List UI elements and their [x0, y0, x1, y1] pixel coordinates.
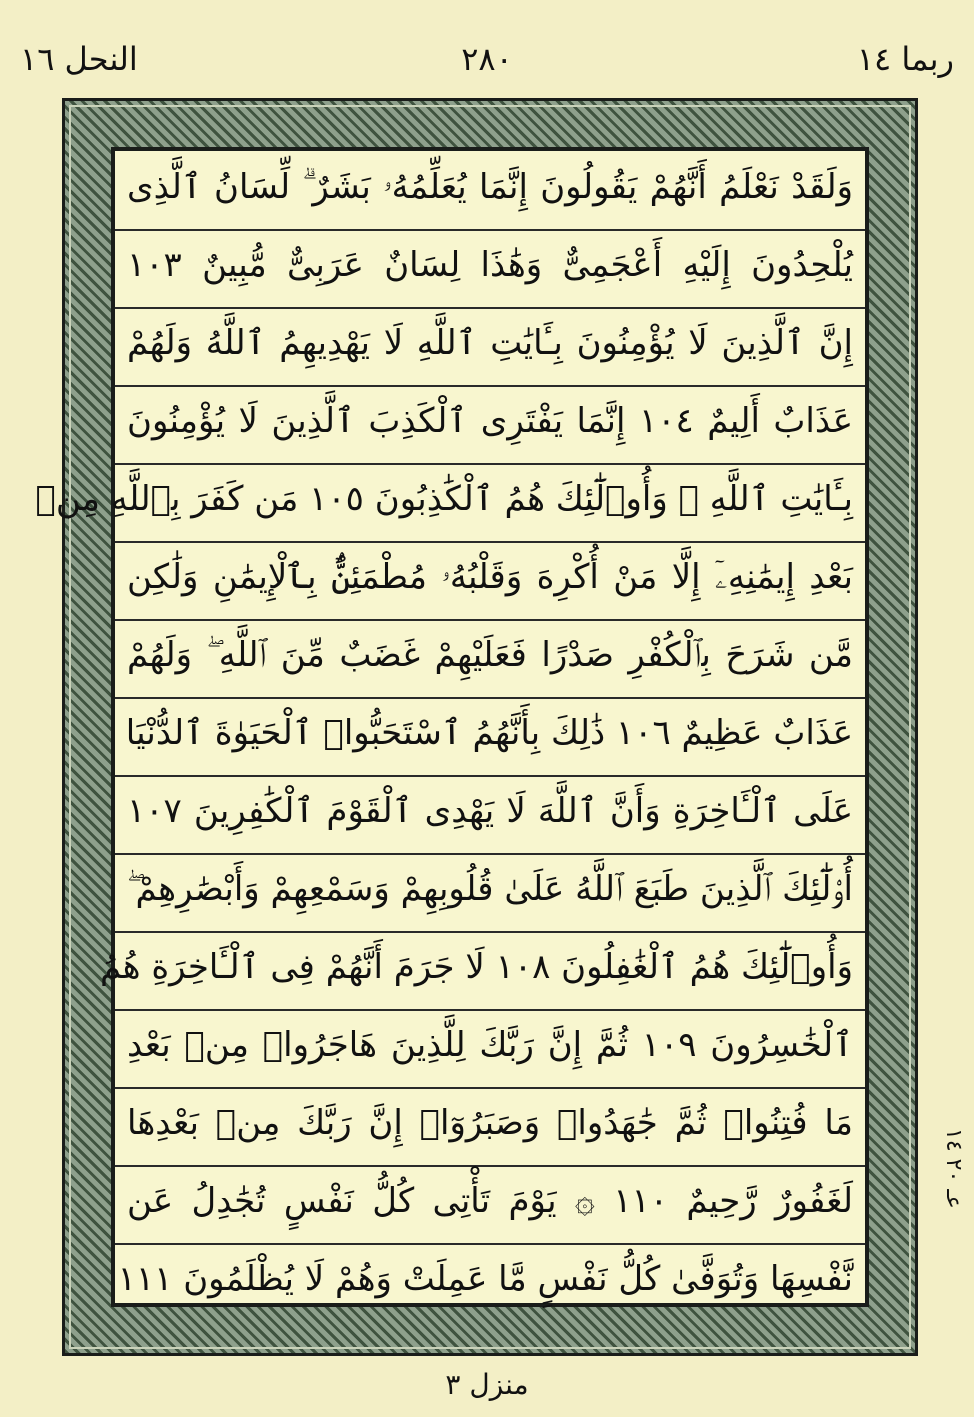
verse-line-9: عَلَى ٱلْـَٔاخِرَةِ وَأَنَّ ٱللَّهَ لَا يَهْدِى ٱلْقَوْمَ ٱلْكَٰفِرِينَ ١٠٧ — [127, 791, 853, 831]
surah-name: النحل ١٦ — [20, 40, 138, 78]
line-rule — [115, 853, 865, 855]
line-rule — [115, 385, 865, 387]
verse-line-15: نَّفْسِهَا وَتُوَفَّىٰ كُلُّ نَفْسٍ مَّا عَمِلَتْ وَهُمْ لَا يُظْلَمُونَ ١١١ — [117, 1259, 853, 1299]
line-rule — [115, 307, 865, 309]
verse-line-4: عَذَابٌ أَلِيمٌ ١٠٤ إِنَّمَا يَفْتَرِى ٱلْكَذِبَ ٱلَّذِينَ لَا يُؤْمِنُونَ — [127, 401, 854, 441]
verse-line-10: أُو۟لَٰٓئِكَ ٱلَّذِينَ طَبَعَ ٱللَّهُ عَلَىٰ قُلُوبِهِمْ وَسَمْعِهِمْ وَأَبْصَٰرِهِمْ ۖ — [127, 869, 853, 909]
ruku-marker: عـ ٢٠ ١٤ — [941, 1128, 966, 1209]
line-rule — [115, 229, 865, 231]
manzil-footer: منزل ٣ — [445, 1368, 529, 1401]
verse-line-1: وَلَقَدْ نَعْلَمُ أَنَّهُمْ يَقُولُونَ إِنَّمَا يُعَلِّمُهُۥ بَشَرٌ ۗ لِّسَانُ ٱلَّذِى — [127, 167, 853, 207]
verse-line-8: عَذَابٌ عَظِيمٌ ١٠٦ ذَٰلِكَ بِأَنَّهُمُ ٱسْتَحَبُّوا۟ ٱلْحَيَوٰةَ ٱلدُّنْيَا — [125, 713, 853, 753]
line-rule — [115, 619, 865, 621]
page-number: ٢٨٠ — [461, 40, 513, 78]
verse-line-2: يُلْحِدُونَ إِلَيْهِ أَعْجَمِىٌّ وَهَٰذَا لِسَانٌ عَرَبِىٌّ مُّبِينٌ ١٠٣ — [127, 245, 853, 285]
verse-line-11: وَأُو۟لَٰٓئِكَ هُمُ ٱلْغَٰفِلُونَ ١٠٨ لَا جَرَمَ أَنَّهُمْ فِى ٱلْـَٔاخِرَةِ هُمُ — [99, 947, 853, 987]
line-rule — [115, 1165, 865, 1167]
verse-line-12: ٱلْخَٰسِرُونَ ١٠٩ ثُمَّ إِنَّ رَبَّكَ لِلَّذِينَ هَاجَرُوا۟ مِنۢ بَعْدِ — [127, 1025, 854, 1065]
line-rule — [115, 1243, 865, 1245]
line-rule — [115, 1087, 865, 1089]
line-rule — [115, 463, 865, 465]
verse-line-5: بِـَٔايَٰتِ ٱللَّهِ ۖ وَأُو۟لَٰٓئِكَ هُمُ ٱلْكَٰذِبُونَ ١٠٥ مَن كَفَرَ بِٱللَّهِ مِنۢ — [35, 479, 853, 519]
verse-line-7: مَّن شَرَحَ بِٱلْكُفْرِ صَدْرًا فَعَلَيْهِمْ غَضَبٌ مِّنَ ٱللَّهِ ۖ وَلَهُمْ — [127, 635, 853, 675]
ornamental-border — [35, 98, 918, 1356]
page-header — [20, 40, 954, 90]
line-rule — [115, 1009, 865, 1011]
text-panel — [35, 147, 869, 1307]
line-rule — [115, 775, 865, 777]
verse-line-13: مَا فُتِنُوا۟ ثُمَّ جَٰهَدُوا۟ وَصَبَرُوٓا۟ إِنَّ رَبَّكَ مِنۢ بَعْدِهَا — [127, 1103, 853, 1143]
line-rule — [115, 541, 865, 543]
verse-line-14: لَغَفُورٌ رَّحِيمٌ ١١٠ ۞ يَوْمَ تَأْتِى كُلُّ نَفْسٍ تُجَٰدِلُ عَن — [127, 1181, 853, 1221]
juz-name: ربما ١٤ — [856, 40, 954, 78]
line-rule — [115, 931, 865, 933]
verse-line-6: بَعْدِ إِيمَٰنِهِۦٓ إِلَّا مَنْ أُكْرِهَ وَقَلْبُهُۥ مُطْمَئِنٌّۢ بِٱلْإِيمَٰنِ وَلَٰكِن — [127, 557, 853, 597]
verse-line-3: إِنَّ ٱلَّذِينَ لَا يُؤْمِنُونَ بِـَٔايَٰتِ ٱللَّهِ لَا يَهْدِيهِمُ ٱللَّهُ وَلَهُمْ — [127, 323, 853, 363]
line-rule — [115, 697, 865, 699]
